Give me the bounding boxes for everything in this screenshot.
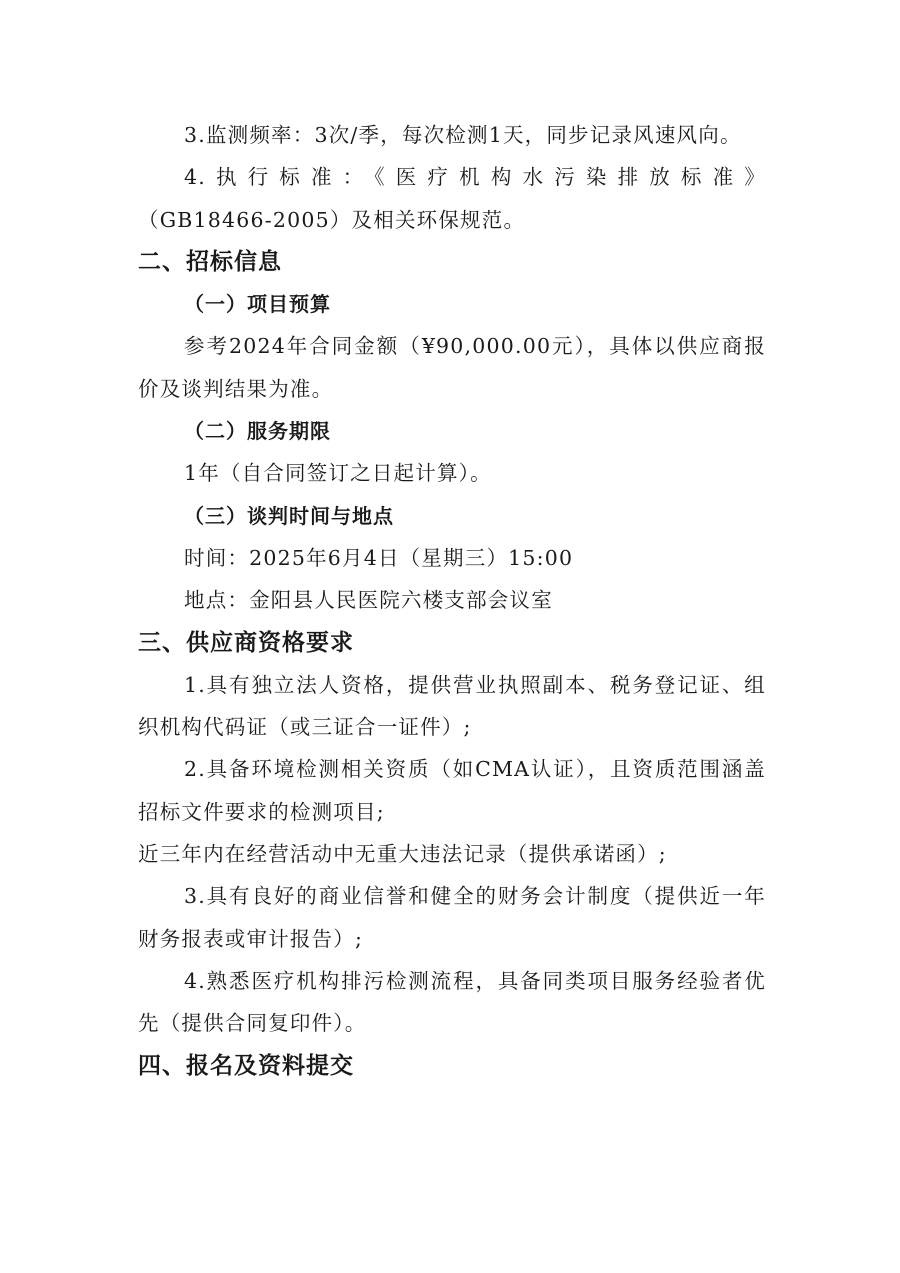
- monitoring-frequency-item: 3.监测频率：3次/季，每次检测1天，同步记录风速风向。: [184, 123, 742, 147]
- section-heading-bidding-info: 二、招标信息: [138, 248, 282, 275]
- service-period-text: 1年（自合同签订之日起计算）。: [184, 461, 492, 486]
- subheading-negotiation-time-place: （三）谈判时间与地点: [184, 503, 394, 528]
- execution-standard-item-line2: （GB18466-2005）及相关环保规范。: [138, 207, 526, 232]
- execution-standard-item-line1: 4.执行标准：《医疗机构水污染排放标准》: [184, 165, 766, 190]
- qualification-item-3: 3.具有良好的商业信誉和健全的财务会计制度（提供近一年财务报表或审计报告）;: [138, 884, 766, 951]
- section-heading-registration: 四、报名及资料提交: [138, 1052, 354, 1079]
- qualification-item-2b: 近三年内在经营活动中无重大违法记录（提供承诺函）;: [138, 842, 667, 867]
- qualification-item-1: 1.具有独立法人资格，提供营业执照副本、税务登记证、组织机构代码证（或三证合一证件）;: [138, 672, 766, 740]
- qualification-item-4: 4.熟悉医疗机构排污检测流程，具备同类项目服务经验者优先（提供合同复印件）。: [138, 968, 766, 1036]
- section-heading-supplier-qualifications: 三、供应商资格要求: [138, 629, 354, 656]
- negotiation-place-text: 地点：金阳县人民医院六楼支部会议室: [184, 588, 553, 613]
- project-budget-text: 参考2024年合同金额（¥90,000.00元），具体以供应商报价及谈判结果为准。: [138, 334, 766, 401]
- negotiation-time-text: 时间：2025年6月4日（星期三）15:00: [184, 545, 574, 570]
- qualification-item-2: 2.具备环境检测相关资质（如CMA认证），且资质范围涵盖招标文件要求的检测项目;: [138, 757, 766, 824]
- document-body: [138, 114, 766, 1087]
- subheading-project-budget: （一）项目预算: [184, 292, 331, 317]
- subheading-service-period: （二）服务期限: [184, 419, 331, 444]
